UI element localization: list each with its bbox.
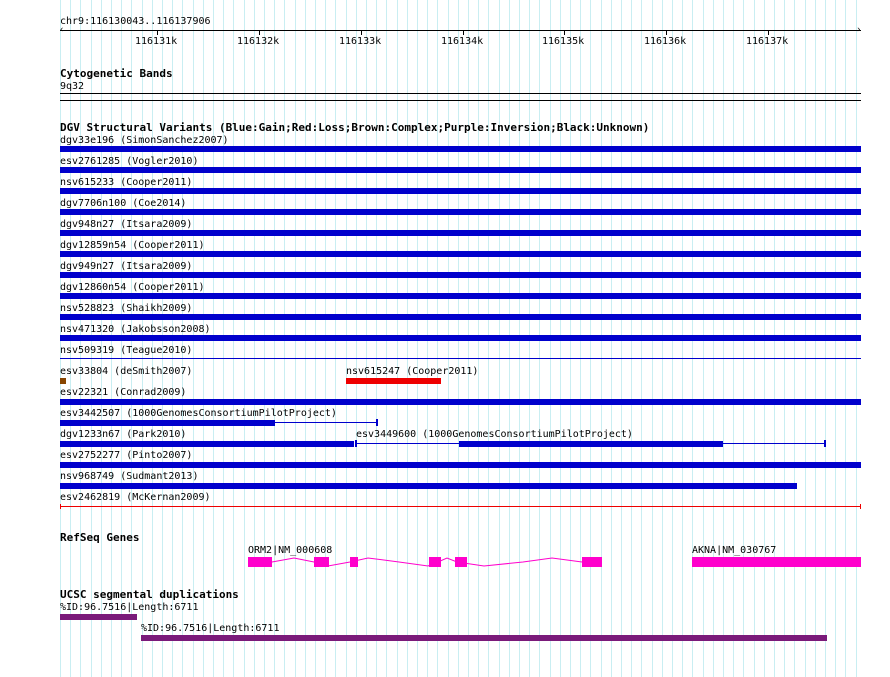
variant-label: nsv615233 (Cooper2011)	[60, 177, 193, 188]
ruler-tick	[768, 30, 769, 35]
variant-bar-gain[interactable]	[60, 188, 861, 194]
ruler-tick-label: 116131k	[135, 36, 178, 47]
variant-bar-complex[interactable]	[60, 378, 66, 384]
variant-label: nsv471320 (Jakobsson2008)	[60, 324, 211, 335]
variant-end-tick	[376, 419, 378, 426]
variant-bar-gain[interactable]	[60, 272, 861, 278]
variant-bar-gain[interactable]	[60, 167, 861, 173]
segdup-label: %ID:96.7516|Length:6711	[60, 602, 199, 613]
ruler-left-arrow-icon[interactable]: ‹	[59, 25, 65, 35]
location-label: chr9:116130043..116137906	[60, 16, 211, 27]
ruler-tick	[564, 30, 565, 35]
variant-label: dgv1233n67 (Park2010)	[60, 429, 187, 440]
variant-line-gain[interactable]	[60, 358, 861, 359]
track-title-cytoband[interactable]: Cytogenetic Bands	[60, 67, 173, 80]
variant-bar-loss[interactable]	[346, 378, 441, 384]
ruler-tick-label: 116133k	[339, 36, 382, 47]
ruler-tick-label: 116134k	[441, 36, 484, 47]
variant-end-tick	[60, 504, 61, 509]
variant-label: dgv12860n54 (Cooper2011)	[60, 282, 205, 293]
cytoband-top-edge	[60, 93, 861, 94]
cytoband-label: 9q32	[60, 81, 85, 92]
variant-span-line	[275, 422, 377, 423]
variant-bar-gain[interactable]	[60, 483, 797, 489]
segdup-bar[interactable]	[141, 635, 827, 641]
ruler-tick-label: 116132k	[237, 36, 280, 47]
variant-bar-gain[interactable]	[459, 441, 723, 447]
ruler-tick-label: 116137k	[746, 36, 789, 47]
gene-model-akna[interactable]	[692, 557, 861, 567]
variant-bar-gain[interactable]	[60, 420, 275, 426]
variant-label: nsv615247 (Cooper2011)	[346, 366, 479, 377]
variant-label: dgv949n27 (Itsara2009)	[60, 261, 193, 272]
track-title-dgv[interactable]: DGV Structural Variants (Blue:Gain;Red:Loss;Brown:Complex;Purple:Inversion;Black:Unknown)	[60, 121, 650, 134]
variant-bar-gain[interactable]	[60, 251, 861, 257]
variant-label: dgv33e196 (SimonSanchez2007)	[60, 135, 229, 146]
segdup-label: %ID:96.7516|Length:6711	[141, 623, 280, 634]
ruler-line	[60, 30, 861, 31]
variant-bar-gain[interactable]	[60, 146, 861, 152]
gene-label-orm2: ORM2|NM_000608	[248, 545, 333, 556]
ruler-tick	[157, 30, 158, 35]
segdup-bar[interactable]	[60, 614, 137, 620]
variant-label: dgv7706n100 (Coe2014)	[60, 198, 187, 209]
variant-label: dgv12859n54 (Cooper2011)	[60, 240, 205, 251]
cytoband-bottom-edge	[60, 100, 861, 101]
variant-label: nsv968749 (Sudmant2013)	[60, 471, 199, 482]
ruler-tick	[463, 30, 464, 35]
variant-label: esv22321 (Conrad2009)	[60, 387, 187, 398]
ruler-tick-label: 116135k	[542, 36, 585, 47]
variant-bar-gain[interactable]	[60, 441, 354, 447]
variant-label: esv2462819 (McKernan2009)	[60, 492, 211, 503]
variant-bar-gain[interactable]	[60, 209, 861, 215]
variant-label: nsv528823 (Shaikh2009)	[60, 303, 193, 314]
variant-bar-gain[interactable]	[60, 462, 861, 468]
variant-label: dgv948n27 (Itsara2009)	[60, 219, 193, 230]
variant-line-loss[interactable]	[60, 506, 861, 507]
ruler-tick-label: 116136k	[644, 36, 687, 47]
track-title-refseq[interactable]: RefSeq Genes	[60, 531, 140, 544]
variant-bar-gain[interactable]	[60, 230, 861, 236]
ruler-tick	[361, 30, 362, 35]
variant-label: esv3442507 (1000GenomesConsortiumPilotProject)	[60, 408, 337, 419]
track-title-segdup[interactable]: UCSC segmental duplications	[60, 588, 239, 601]
variant-label: esv33804 (deSmith2007)	[60, 366, 193, 377]
ruler-tick	[259, 30, 260, 35]
gene-label-akna: AKNA|NM_030767	[692, 545, 777, 556]
variant-label: esv2761285 (Vogler2010)	[60, 156, 199, 167]
ruler-tick	[666, 30, 667, 35]
variant-label: esv3449600 (1000GenomesConsortiumPilotProject)	[356, 429, 633, 440]
variant-bar-gain[interactable]	[60, 399, 861, 405]
variant-bar-gain[interactable]	[60, 335, 861, 341]
variant-end-tick	[860, 504, 861, 509]
variant-label: nsv509319 (Teague2010)	[60, 345, 193, 356]
variant-label: esv2752277 (Pinto2007)	[60, 450, 193, 461]
ruler-right-arrow-icon[interactable]: ›	[856, 25, 862, 35]
variant-span-line	[356, 443, 459, 444]
gene-model-orm2[interactable]	[248, 555, 604, 569]
variant-bar-gain[interactable]	[60, 293, 861, 299]
variant-span-line	[723, 443, 825, 444]
variant-end-tick	[824, 440, 826, 447]
variant-bar-gain[interactable]	[60, 314, 861, 320]
